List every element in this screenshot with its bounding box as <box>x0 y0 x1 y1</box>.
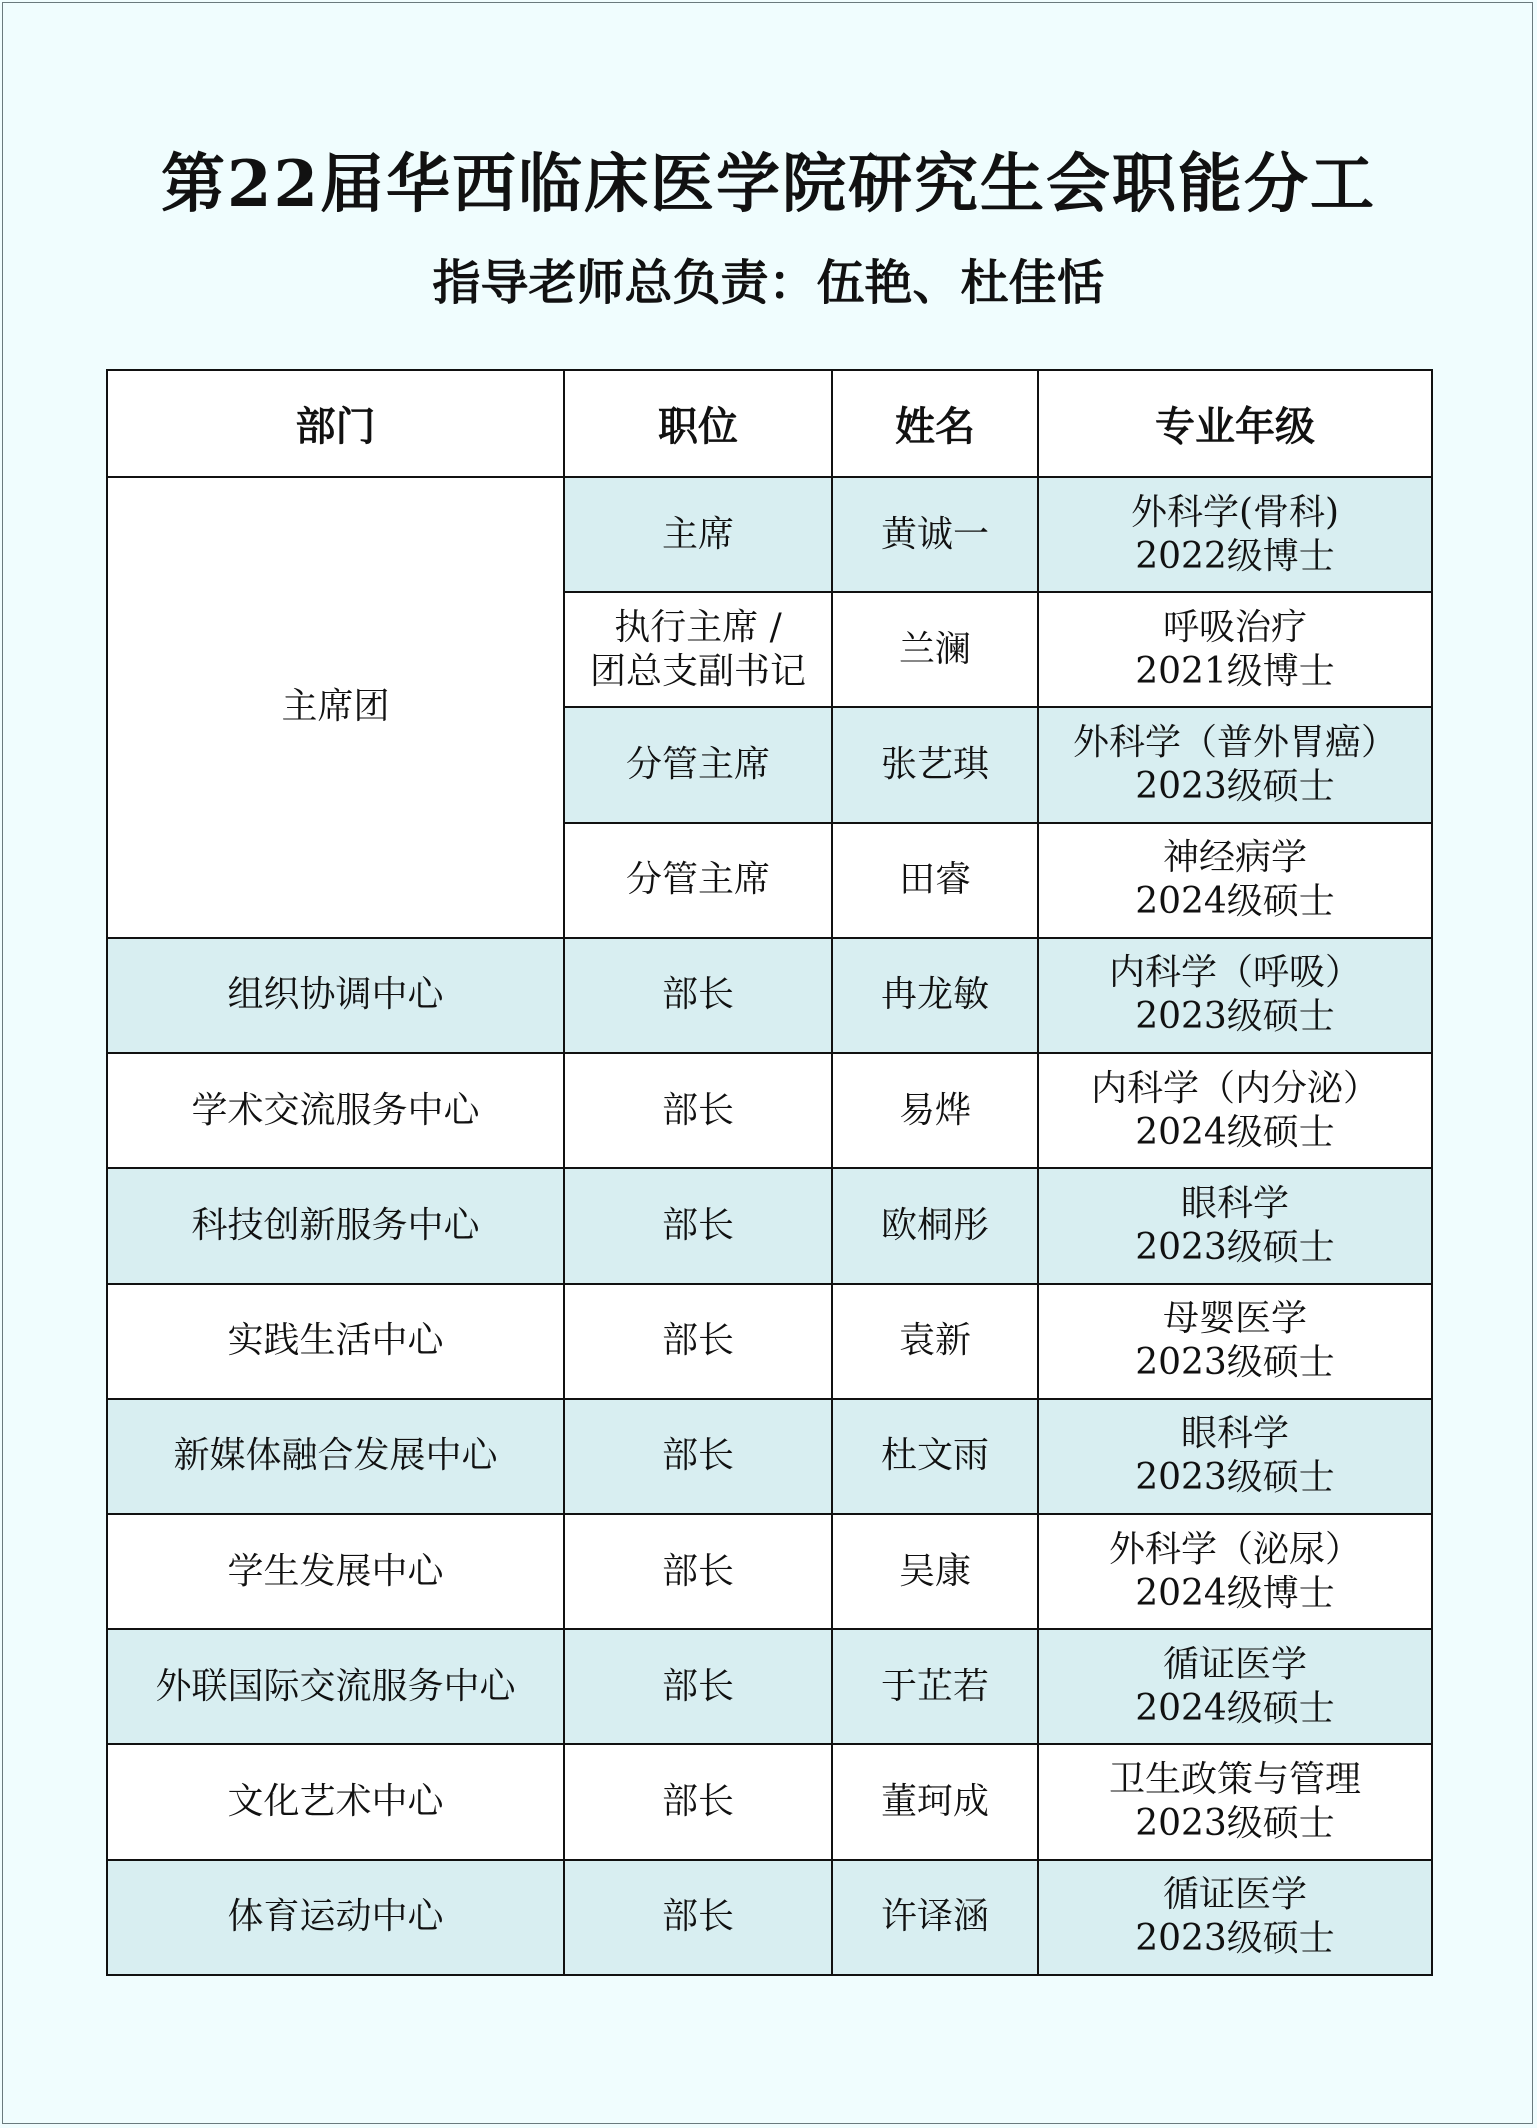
major-text: 母婴医学 <box>1162 1298 1307 1340</box>
department-cell: 实践生活中心 <box>107 1284 564 1399</box>
major-grade-cell <box>1038 823 1432 938</box>
name-cell: 袁新 <box>832 1284 1038 1399</box>
department-cell: 学术交流服务中心 <box>107 1053 564 1168</box>
table-row <box>107 1514 1432 1629</box>
table-row <box>107 1284 1432 1399</box>
name-cell: 张艺琪 <box>832 707 1038 822</box>
major-text: 内科学（呼吸） <box>1108 952 1361 994</box>
major-grade-cell <box>1038 1744 1432 1859</box>
grade-text: 2023级硕士 <box>1135 1226 1335 1268</box>
position-cell: 部长 <box>564 938 832 1053</box>
table-row <box>107 477 1432 592</box>
grade-text: 2022级博士 <box>1135 535 1335 577</box>
table-row <box>107 1399 1432 1514</box>
major-grade-cell <box>1038 1284 1432 1399</box>
major-grade-cell <box>1038 1053 1432 1168</box>
grade-text: 2023级硕士 <box>1135 1803 1335 1845</box>
major-grade-cell <box>1038 1514 1432 1629</box>
major-text: 眼科学 <box>1180 1182 1289 1224</box>
major-text: 循证医学 <box>1162 1643 1307 1685</box>
name-cell: 田睿 <box>832 823 1038 938</box>
page-subtitle: 指导老师总负责：伍艳、杜佳恬 <box>432 255 1105 311</box>
major-grade-cell <box>1038 592 1432 707</box>
position-cell: 部长 <box>564 1168 832 1283</box>
position-cell: 部长 <box>564 1629 832 1744</box>
grade-text: 2024级博士 <box>1135 1572 1335 1614</box>
position-line: 执行主席 / <box>614 606 782 648</box>
position-line: 团总支副书记 <box>589 650 806 692</box>
column-header-department: 部门 <box>107 370 564 477</box>
position-cell <box>564 823 832 938</box>
name-cell: 欧桐彤 <box>832 1168 1038 1283</box>
position-cell <box>564 477 832 592</box>
major-text: 呼吸治疗 <box>1162 606 1307 648</box>
column-header-major-grade: 专业年级 <box>1038 370 1432 477</box>
table-row <box>107 1629 1432 1744</box>
major-text: 眼科学 <box>1180 1413 1289 1455</box>
grade-text: 2023级硕士 <box>1135 1342 1335 1384</box>
major-grade-cell <box>1038 1168 1432 1283</box>
roster-table <box>106 369 1433 1976</box>
name-cell: 冉龙敏 <box>832 938 1038 1053</box>
grade-text: 2023级硕士 <box>1135 1457 1335 1499</box>
department-cell: 文化艺术中心 <box>107 1744 564 1859</box>
position-cell: 部长 <box>564 1284 832 1399</box>
grade-text: 2023级硕士 <box>1135 996 1335 1038</box>
major-grade-cell <box>1038 707 1432 822</box>
department-cell: 新媒体融合发展中心 <box>107 1399 564 1514</box>
name-cell: 董珂成 <box>832 1744 1038 1859</box>
major-text: 神经病学 <box>1162 837 1307 879</box>
name-cell: 许译涵 <box>832 1860 1038 1975</box>
name-cell: 于芷若 <box>832 1629 1038 1744</box>
major-text: 卫生政策与管理 <box>1108 1759 1361 1801</box>
name-cell: 兰澜 <box>832 592 1038 707</box>
major-grade-cell <box>1038 938 1432 1053</box>
major-grade-cell <box>1038 1629 1432 1744</box>
name-cell: 杜文雨 <box>832 1399 1038 1514</box>
department-cell: 学生发展中心 <box>107 1514 564 1629</box>
grade-text: 2023级硕士 <box>1135 1918 1335 1960</box>
major-text: 内科学（内分泌） <box>1090 1067 1379 1109</box>
department-cell: 组织协调中心 <box>107 938 564 1053</box>
table-header-row <box>107 370 1432 477</box>
position-cell: 部长 <box>564 1860 832 1975</box>
grade-text: 2024级硕士 <box>1135 881 1335 923</box>
name-cell: 易烨 <box>832 1053 1038 1168</box>
position-cell: 部长 <box>564 1399 832 1514</box>
major-grade-cell <box>1038 1860 1432 1975</box>
table-row <box>107 1744 1432 1859</box>
major-text: 外科学（普外胃癌） <box>1072 722 1397 764</box>
position-cell <box>564 707 832 822</box>
table-row <box>107 1053 1432 1168</box>
position-line: 分管主席 <box>625 744 770 786</box>
table-row <box>107 938 1432 1053</box>
major-grade-cell <box>1038 1399 1432 1514</box>
major-text: 外科学(骨科) <box>1130 491 1340 533</box>
position-cell <box>564 592 832 707</box>
table-row <box>107 1860 1432 1975</box>
name-cell: 黄诚一 <box>832 477 1038 592</box>
department-cell: 科技创新服务中心 <box>107 1168 564 1283</box>
grade-text: 2021级博士 <box>1135 650 1335 692</box>
major-text: 循证医学 <box>1162 1874 1307 1916</box>
position-cell: 部长 <box>564 1053 832 1168</box>
position-cell: 部长 <box>564 1514 832 1629</box>
department-cell: 体育运动中心 <box>107 1860 564 1975</box>
department-cell: 外联国际交流服务中心 <box>107 1629 564 1744</box>
grade-text: 2023级硕士 <box>1135 766 1335 808</box>
position-cell: 部长 <box>564 1744 832 1859</box>
column-header-name: 姓名 <box>832 370 1038 477</box>
column-header-position: 职位 <box>564 370 832 477</box>
position-line: 分管主席 <box>625 859 770 901</box>
major-grade-cell <box>1038 477 1432 592</box>
table-row <box>107 1168 1432 1283</box>
grade-text: 2024级硕士 <box>1135 1111 1335 1153</box>
position-line: 主席 <box>661 513 734 555</box>
grade-text: 2024级硕士 <box>1135 1687 1335 1729</box>
department-cell-presidium: 主席团 <box>107 477 564 938</box>
name-cell: 吴康 <box>832 1514 1038 1629</box>
page-title: 第22届华西临床医学院研究生会职能分工 <box>160 147 1377 222</box>
major-text: 外科学（泌尿） <box>1108 1528 1361 1570</box>
